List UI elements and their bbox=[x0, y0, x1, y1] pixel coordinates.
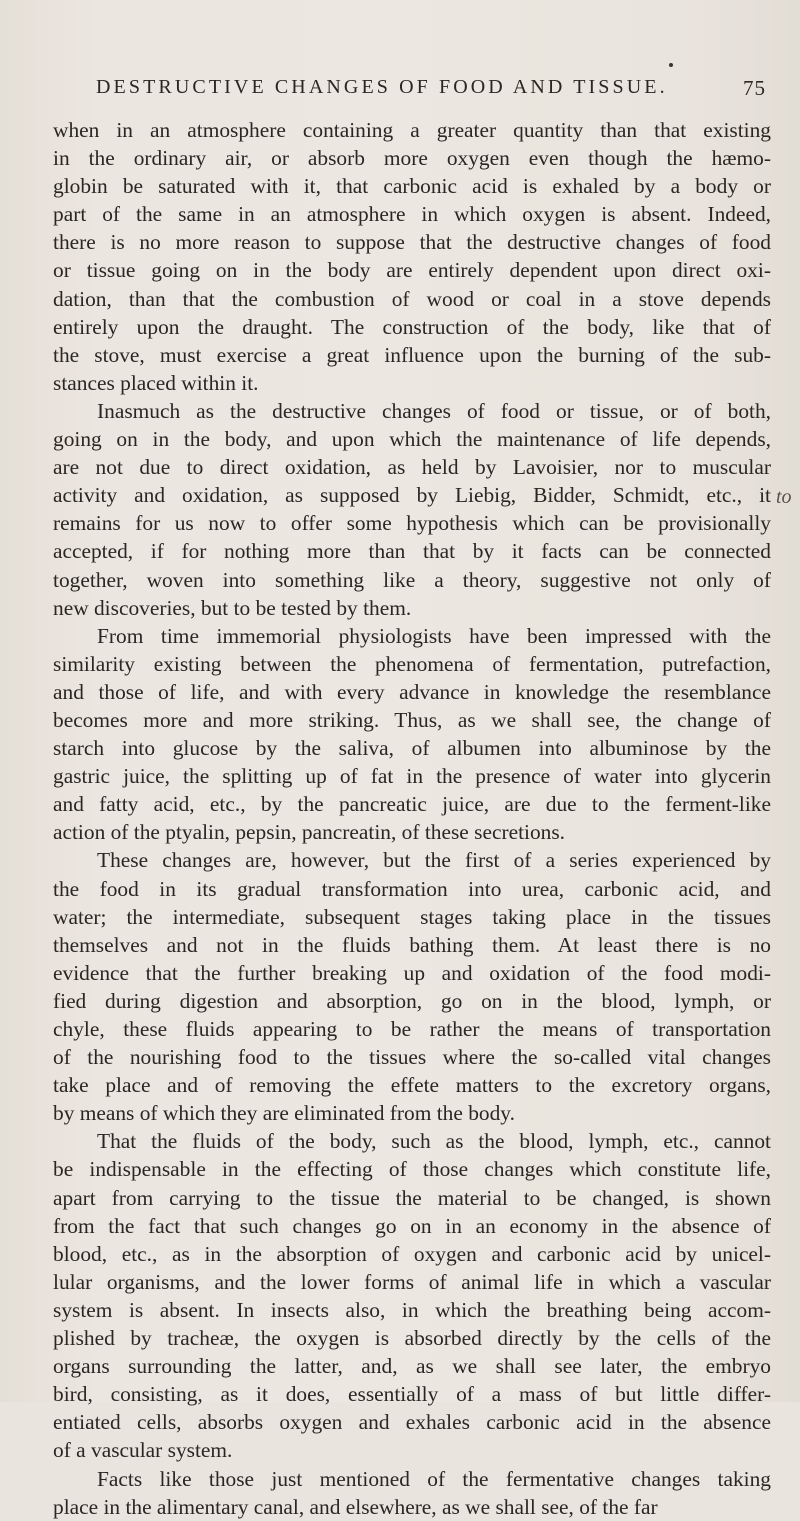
text-line: there is no more reason to suppose that the destructive changes of food bbox=[53, 230, 771, 255]
paragraph-end-line: by means of which they are eliminated from the body. bbox=[53, 1101, 515, 1126]
paragraph-start-line: These changes are, however, but the first of a series experienced by bbox=[97, 848, 771, 873]
body-text bbox=[53, 116, 771, 1521]
text-line: gastric juice, the splitting up of fat in the presence of water into glycerin bbox=[53, 764, 771, 789]
ink-dot bbox=[669, 63, 673, 67]
text-line: chyle, these fluids appearing to be rather the means of transportation bbox=[53, 1017, 771, 1041]
text-line: of the nourishing food to the tissues where the so-called vital changes bbox=[53, 1045, 771, 1070]
text-line: or tissue going on in the body are entirely dependent upon direct oxi- bbox=[53, 258, 771, 283]
text-line: lular organisms, and the lower forms of animal life in which a vascular bbox=[53, 1269, 771, 1294]
paragraph-start-line: Inasmuch as the destructive changes of food or tissue, or of both, bbox=[97, 398, 771, 423]
text-line: from the fact that such changes go on in an economy in the absence of bbox=[53, 1213, 771, 1238]
text-line: bird, consisting, as it does, essentially of a mass of but little differ- bbox=[53, 1382, 771, 1407]
text-line: in the ordinary air, or absorb more oxygen even though the hæmo- bbox=[53, 146, 771, 171]
paragraph-end-line: of a vascular system. bbox=[53, 1438, 233, 1463]
text-line: plished by tracheæ, the oxygen is absorbed directly by the cells of the bbox=[53, 1326, 771, 1351]
text-line: becomes more and more striking. Thus, as we shall see, the change of bbox=[53, 707, 771, 732]
text-line: evidence that the further breaking up and oxidation of the food modi- bbox=[53, 960, 771, 985]
text-line: take place and of removing the effete matters to the excretory organs, bbox=[53, 1073, 771, 1098]
text-line: place in the alimentary canal, and elsewhere, as we shall see, of the far bbox=[53, 1494, 658, 1519]
page-header bbox=[60, 76, 766, 106]
text-line: and fatty acid, etc., by the pancreatic juice, are due to the ferment-like bbox=[53, 792, 771, 817]
text-line: part of the same in an atmosphere in which oxygen is absent. Indeed, bbox=[53, 202, 771, 227]
text-line: the stove, must exercise a great influence upon the burning of the sub- bbox=[53, 342, 771, 367]
text-line: themselves and not in the fluids bathing them. At least there is no bbox=[53, 932, 771, 957]
text-line: entiated cells, absorbs oxygen and exhales carbonic acid in the absence bbox=[53, 1410, 771, 1435]
text-line: dation, than that the combustion of wood or coal in a stove depends bbox=[53, 286, 771, 311]
text-line: and those of life, and with every advance in knowledge the resemblance bbox=[53, 679, 771, 704]
paragraph-end-line: new discoveries, but to be tested by them. bbox=[53, 595, 412, 620]
text-line: activity and oxidation, as supposed by Liebig, Bidder, Schmidt, etc., it bbox=[53, 483, 771, 508]
text-line: system is absent. In insects also, in which the breathing being accom- bbox=[53, 1297, 771, 1322]
text-line: entirely upon the draught. The construction of the body, like that of bbox=[53, 314, 771, 339]
text-line: are not due to direct oxidation, as held by Lavoisier, nor to muscular bbox=[53, 455, 771, 480]
text-line: be indispensable in the effecting of those changes which constitute life, bbox=[53, 1157, 771, 1182]
text-line: when in an atmosphere containing a greater quantity than that existing bbox=[53, 118, 771, 142]
running-head: DESTRUCTIVE CHANGES OF FOOD AND TISSUE. bbox=[96, 76, 668, 98]
text-line: water; the intermediate, subsequent stages taking place in the tissues bbox=[53, 904, 771, 929]
text-line: organs surrounding the latter, and, as we shall see later, the embryo bbox=[53, 1354, 771, 1379]
paragraph-start-line: That the fluids of the body, such as the blood, lymph, etc., cannot bbox=[97, 1129, 771, 1154]
text-line: similarity existing between the phenomena of fermentation, putrefaction, bbox=[53, 651, 771, 676]
paragraph-start-line: Facts like those just mentioned of the fermentative changes taking bbox=[97, 1466, 771, 1491]
margin-annotation: to bbox=[776, 486, 792, 508]
text-line: fied during digestion and absorption, go on in the blood, lymph, or bbox=[53, 988, 771, 1013]
text-line: going on in the body, and upon which the maintenance of life depends, bbox=[53, 427, 771, 452]
text-line: accepted, if for nothing more than that by it facts can be connected bbox=[53, 539, 771, 564]
text-line: remains for us now to offer some hypothesis which can be provisionally bbox=[53, 511, 771, 536]
text-line: globin be saturated with it, that carbonic acid is exhaled by a body or bbox=[53, 174, 771, 199]
text-line: blood, etc., as in the absorption of oxygen and carbonic acid by unicel- bbox=[53, 1241, 771, 1266]
text-line: starch into glucose by the saliva, of albumen into albuminose by the bbox=[53, 736, 771, 761]
text-line: apart from carrying to the tissue the material to be changed, is shown bbox=[53, 1185, 771, 1210]
text-line: together, woven into something like a theory, suggestive not only of bbox=[53, 567, 771, 592]
text-line: the food in its gradual transformation into urea, carbonic acid, and bbox=[53, 876, 771, 901]
paragraph-start-line: From time immemorial physiologists have been impressed with the bbox=[97, 623, 771, 648]
paragraph-end-line: action of the ptyalin, pepsin, pancreatin, of these secretions. bbox=[53, 820, 566, 845]
paragraph-end-line: stances placed within it. bbox=[53, 370, 259, 395]
page-number: 75 bbox=[743, 76, 766, 100]
